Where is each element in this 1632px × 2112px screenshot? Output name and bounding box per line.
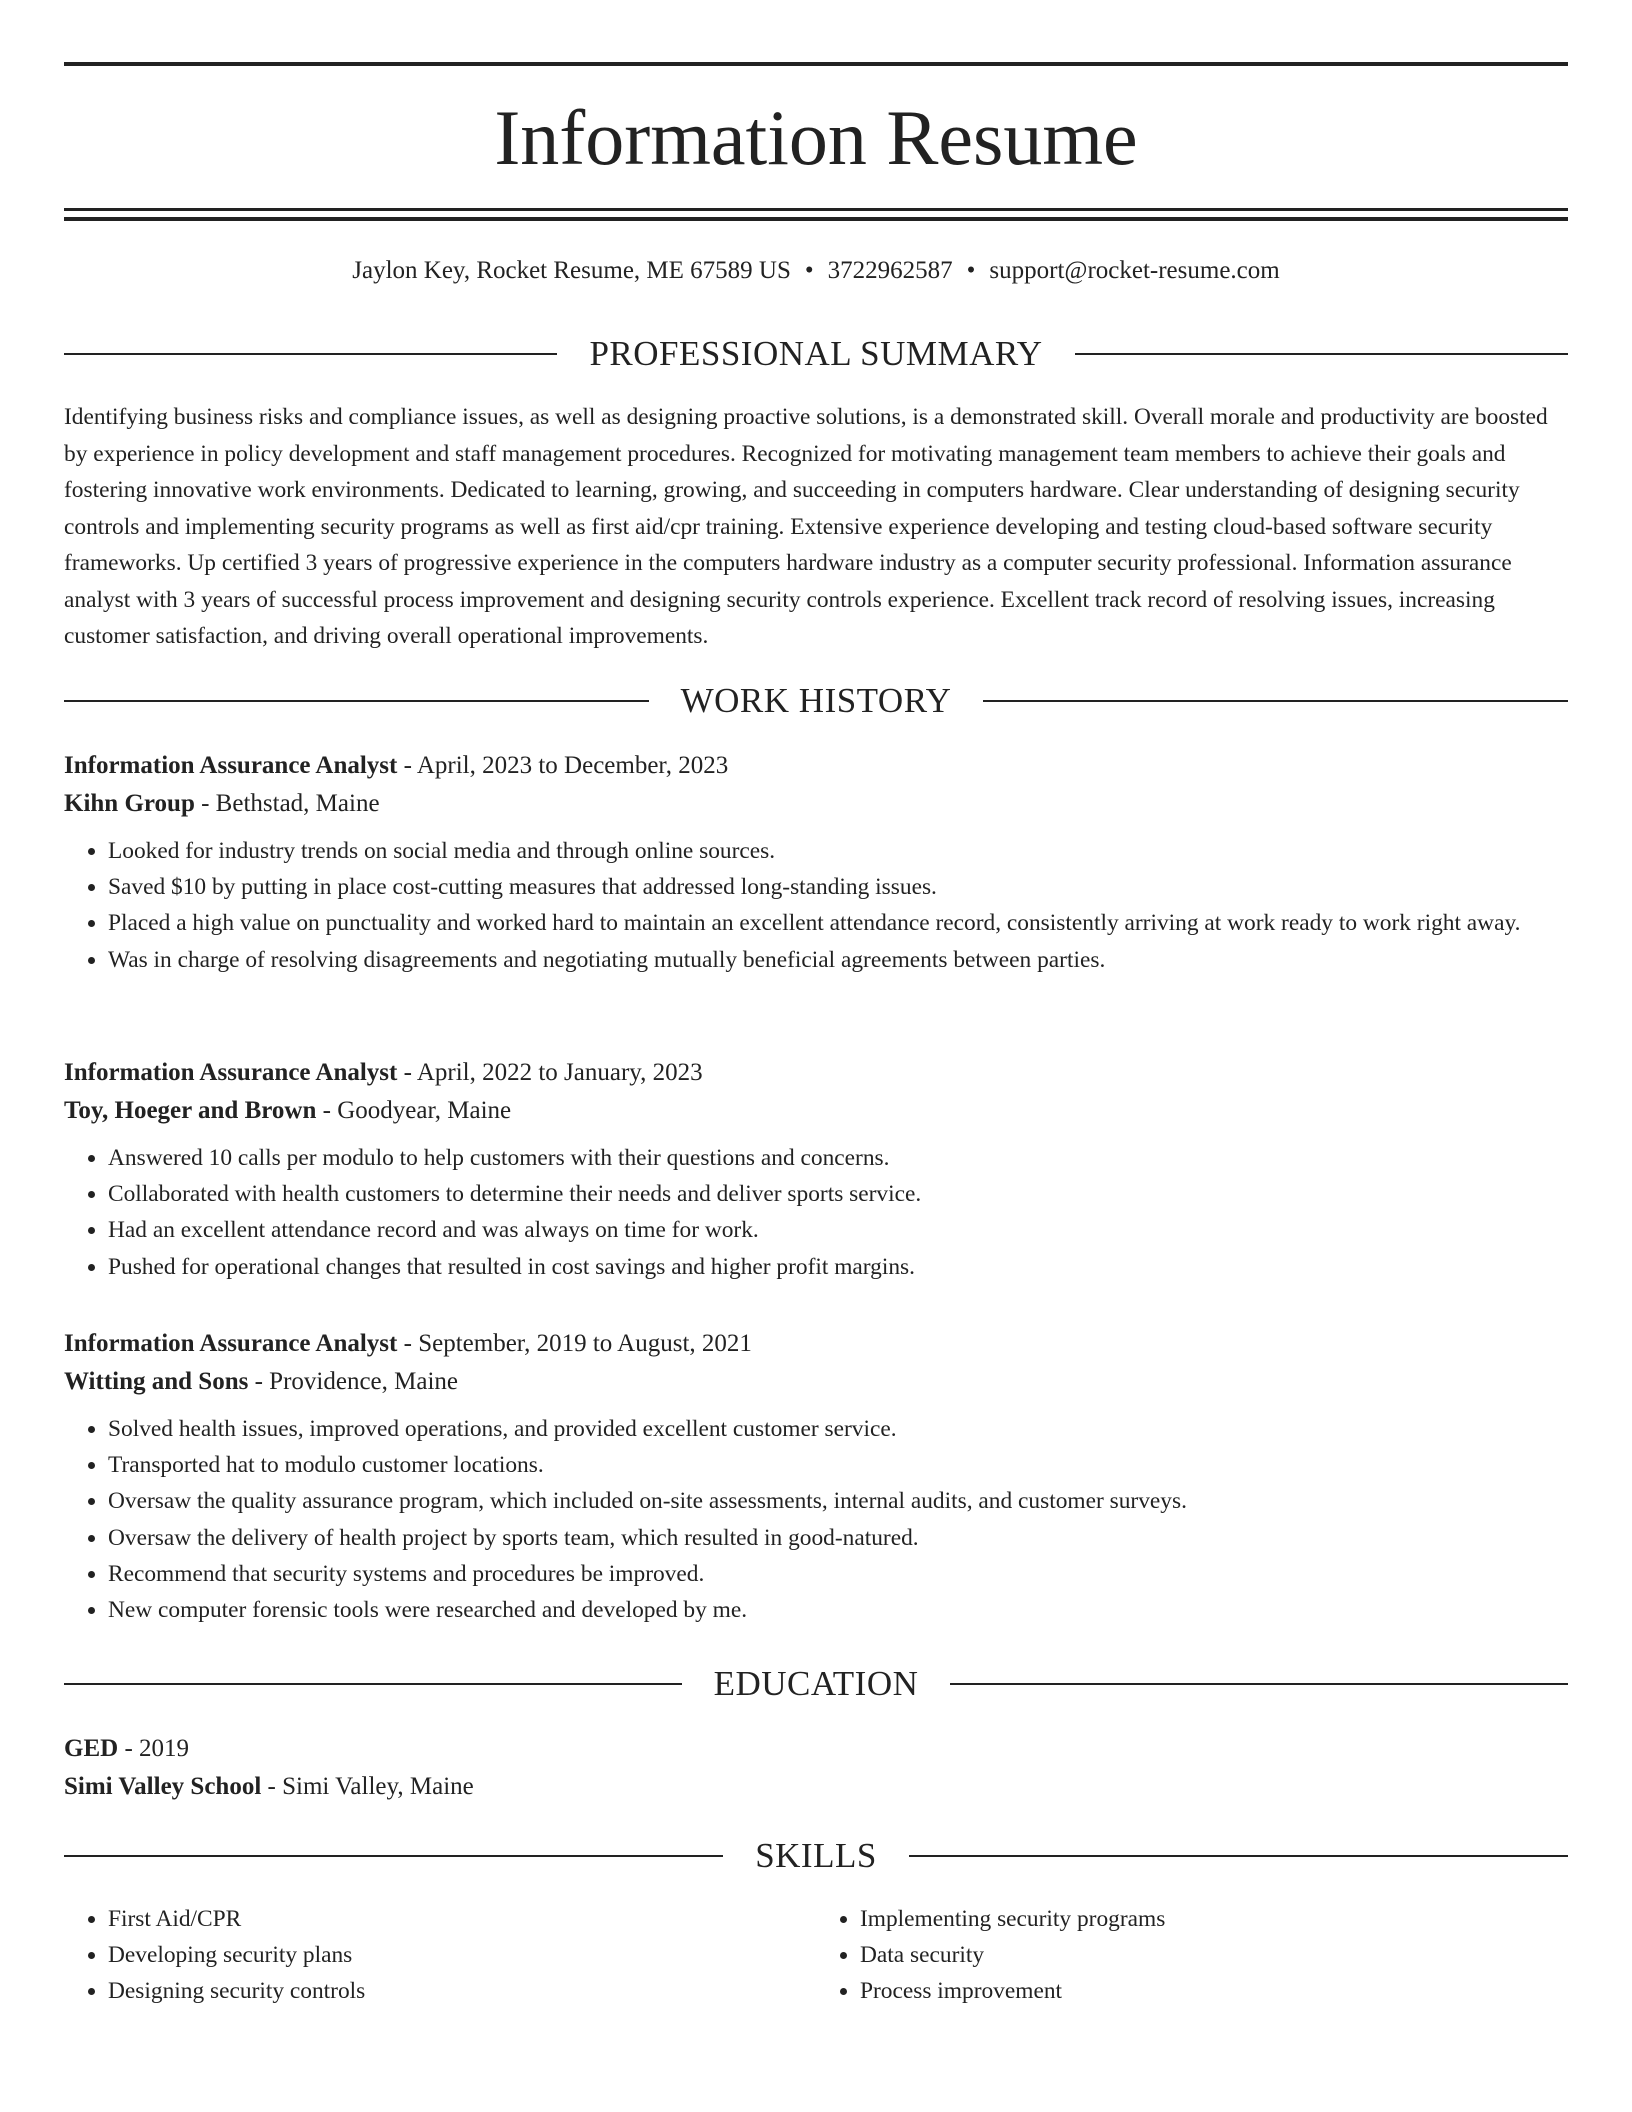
job-company-row [64,1363,1568,1401]
job-title: Information Assurance Analyst [64,1330,398,1357]
page-title: Information Resume [494,94,1138,181]
top-rule [64,62,1568,66]
section-rule-right [1075,353,1568,355]
skill-item: • Process improvement [860,1973,1568,2009]
contact-line [64,254,1568,288]
education-year: - 2019 [118,1735,190,1762]
job-entry-3 [64,1325,1568,1628]
job-location: - Providence, Maine [248,1368,458,1395]
education-school-row [64,1768,1568,1806]
job-dates: - April, 2023 to December, 2023 [397,752,729,779]
section-rule-left [64,1683,682,1685]
section-title-skills: SKILLS [755,1836,877,1875]
skills-list [64,1901,1568,2010]
list-item: • Oversaw the delivery of health project by sports team, which resulted in good-natured. [108,1520,1568,1556]
contact-separator: • [966,257,976,284]
summary-text: Identifying business risks and compliance issues, as well as designing proactive solutions, is a demonstrated skill. Overall morale and productivity are boosted by experience in policy development and staff management procedures. Recognized for motivating management team members to achieve their goals and fostering innovative work environments. Dedicated to learning, growing, and succeeding in computers hardware. Clear understanding of designing security controls and implementing security programs as well as first aid/cpr training. Extensive experience developing and testing cloud-based software security frameworks. Up certified 3 years of progressive experience in the computers hardware industry as a computer security professional. Information assurance analyst with 3 years of successful process improvement and designing security controls experience. Excellent track record of resolving issues, increasing customer satisfaction, and driving overall operational improvements. [64,404,1548,649]
skills-column-left [64,1901,816,2010]
section-header-summary [64,332,1568,376]
skill-item: • Developing security plans [108,1937,816,1973]
section-header-education [64,1662,1568,1706]
list-item: • Was in charge of resolving disagreements and negotiating mutually beneficial agreements between parties. [108,942,1568,978]
section-rule-left [64,1855,723,1857]
job-bullets [64,1140,1568,1285]
section-header-work-history [64,679,1568,723]
list-item: • Pushed for operational changes that resulted in cost savings and higher profit margins. [108,1249,1568,1285]
job-title: Information Assurance Analyst [64,1059,398,1086]
job-title-row [64,1054,1568,1092]
job-dates: - September, 2019 to August, 2021 [397,1330,752,1357]
list-item: • Answered 10 calls per modulo to help customers with their questions and concerns. [108,1140,1568,1176]
list-item: • Oversaw the quality assurance program, which included on-site assessments, internal audits, and customer surveys. [108,1483,1568,1519]
job-entry-1 [64,747,1568,978]
skill-item: • Data security [860,1937,1568,1973]
contact-email: support@rocket-resume.com [989,257,1280,284]
contact-separator: • [804,257,814,284]
job-title-row [64,747,1568,785]
title-double-rule [64,208,1568,221]
list-item: • New computer forensic tools were researched and developed by me. [108,1592,1568,1628]
list-item: • Saved $10 by putting in place cost-cutting measures that addressed long-standing issues. [108,869,1568,905]
list-item: • Looked for industry trends on social media and through online sources. [108,833,1568,869]
job-entry-2 [64,1054,1568,1285]
education-school: Simi Valley School [64,1773,262,1800]
job-bullets [64,833,1568,978]
skill-item: • Implementing security programs [860,1901,1568,1937]
job-company: Toy, Hoeger and Brown [64,1097,317,1124]
job-location: - Goodyear, Maine [316,1097,512,1124]
section-rule-right [983,700,1568,702]
contact-address: Jaylon Key, Rocket Resume, ME 67589 US [352,257,791,284]
list-item: • Solved health issues, improved operations, and provided excellent customer service. [108,1411,1568,1447]
section-rule-left [64,353,557,355]
section-title-summary: PROFESSIONAL SUMMARY [589,334,1043,373]
section-title-work-history: WORK HISTORY [680,681,952,720]
skill-item: • Designing security controls [108,1973,816,2009]
section-title-education: EDUCATION [713,1664,919,1703]
job-company: Kihn Group [64,790,195,817]
contact-phone: 3722962587 [827,257,953,284]
job-title: Information Assurance Analyst [64,752,398,779]
education-degree: GED [64,1735,119,1762]
job-company-row [64,785,1568,823]
section-rule-right [950,1683,1568,1685]
section-rule-right [909,1855,1568,1857]
education-entry [64,1730,1568,1806]
job-company: Witting and Sons [64,1368,249,1395]
list-item: • Collaborated with health customers to determine their needs and deliver sports service. [108,1176,1568,1212]
section-rule-left [64,700,649,702]
list-item: • Placed a high value on punctuality and worked hard to maintain an excellent attendance record, consistently arriving at work ready to work right away. [108,905,1568,941]
skill-item: • First Aid/CPR [108,1901,816,1937]
skills-column-right [816,1901,1568,2010]
job-bullets [64,1411,1568,1628]
job-company-row [64,1092,1568,1130]
list-item: • Transported hat to modulo customer locations. [108,1447,1568,1483]
job-dates: - April, 2022 to January, 2023 [397,1059,703,1086]
education-degree-row [64,1730,1568,1768]
job-location: - Bethstad, Maine [194,790,380,817]
section-header-skills [64,1834,1568,1878]
list-item: • Recommend that security systems and procedures be improved. [108,1556,1568,1592]
list-item: • Had an excellent attendance record and was always on time for work. [108,1212,1568,1248]
job-title-row [64,1325,1568,1363]
education-location: - Simi Valley, Maine [261,1773,474,1800]
